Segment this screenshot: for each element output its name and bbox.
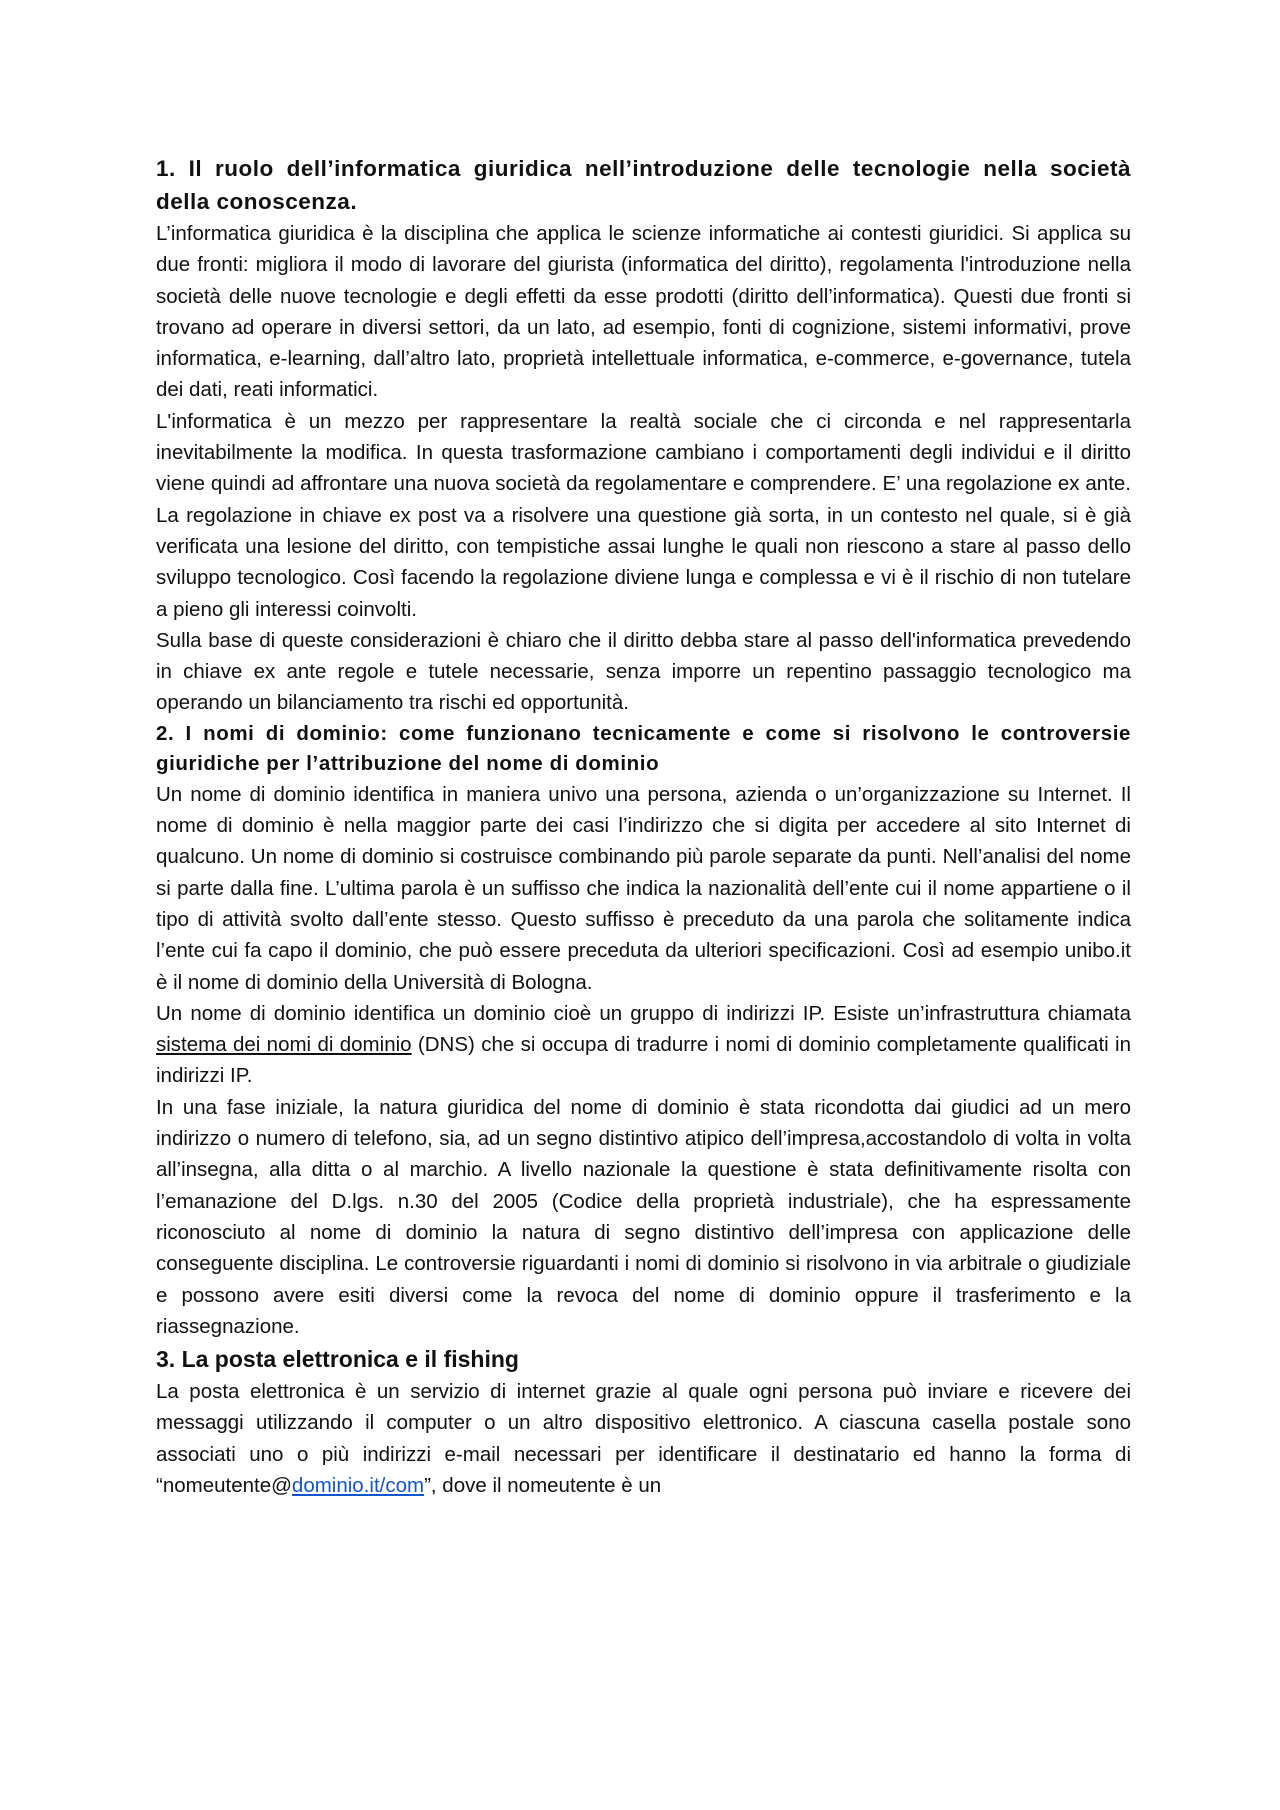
section-3-paragraph-1-text-b: ”, dove il nomeutente è un [424,1473,662,1497]
section-1-paragraph-3: Sulla base di queste considerazioni è chiaro che il diritto debba stare al passo dell'informatica prevedendo in chiave ex ante regole e tutele necessarie, senza imporre un repentino passaggio tecnologico ma operando un bilanciamento tra rischi ed opportunità. [156,628,1131,715]
section-2-paragraph-1: Un nome di dominio identifica in maniera univo una persona, azienda o un’organizzazione su Internet. Il nome di dominio è nella maggior parte dei casi l’indirizzo che si digita per accedere al sito Internet di qualcuno. Un nome di dominio si costruisce combinando più parole separate da punti. Nell’analisi del nome si parte dalla fine. L’ultima parola è un suffisso che indica la nazionalità dell’ente cui il nome appartiene o il tipo di attività svolto dall’ente stesso. Questo suffisso è preceduto da una parola che solitamente indica l’ente cui fa capo il dominio, che può essere preceduta da ulteriori specificazioni. Così ad esempio unibo.it è il nome di dominio della Università di Bologna. [156,782,1131,994]
section-2-paragraph-3: In una fase iniziale, la natura giuridica del nome di dominio è stata ricondotta dai giudici ad un mero indirizzo o numero di telefono, sia, ad un segno distintivo atipico dell’impresa,accostandolo di volta in volta all’insegna, alla ditta o al marchio. A livello nazionale la questione è stata definitivamente risolta con l’emanazione del D.lgs. n.30 del 2005 (Codice della proprietà industriale), che ha espressamente riconosciuto al nome di dominio la natura di segno distintivo dell’impresa con applicazione delle conseguente disciplina. Le controversie riguardanti i nomi di dominio si risolvono in via arbitrale o giudiziale e possono avere esiti diversi come la revoca del nome di dominio oppure il trasferimento e la riassegnazione. [156,1095,1131,1338]
section-3-paragraph-1 [156,1376,1131,1501]
section-1-paragraph-1: L’informatica giuridica è la disciplina che applica le scienze informatiche ai contesti giuridici. Si applica su due fronti: migliora il modo di lavorare del giurista (informatica del diritto), regolamenta l'introduzione nella società delle nuove tecnologie e degli effetti da esse prodotti (diritto dell’informatica). Questi due fronti si trovano ad operare in diversi settori, da un lato, ad esempio, fonti di cognizione, sistemi informativi, prove informatica, e-learning, dall’altro lato, proprietà intellettuale informatica, e-commerce, e-governance, tutela dei dati, reati informatici. [156,222,1131,402]
section-1-heading: 1. Il ruolo dell’informatica giuridica nell’introduzione delle tecnologie nella società della conoscenza. [156,156,1131,214]
domain-link[interactable]: dominio.it/com [291,1473,425,1497]
section-1-paragraph-2: L'informatica è un mezzo per rappresentare la realtà sociale che ci circonda e nel rappresentarla inevitabilmente la modifica. In questa trasformazione cambiano i comportamenti degli individui e il diritto viene quindi ad affrontare una nuova società da regolamentare e comprendere. E’ una regolazione ex ante. La regolazione in chiave ex post va a risolvere una questione già sorta, in un contesto nel quale, si è già verificata una lesione del diritto, con tempistiche assai lunghe le quali non riescono a stare al passo dello sviluppo tecnologico. Così facendo la regolazione diviene lunga e complessa e vi è il rischio di non tutelare a pieno gli interessi coinvolti. [156,409,1131,621]
section-2-heading: 2. I nomi di dominio: come funzionano tecnicamente e come si risolvono le controversie giuridiche per l’attribuzione del nome di dominio [156,721,1131,775]
document-page [156,152,1131,1501]
section-2-paragraph-2-text-b: (DNS) che si occupa di tradurre i nomi di dominio completamente qualificati in indirizzi IP. [156,1033,1132,1088]
section-2-paragraph-2-text-a: Un nome di dominio identifica un dominio cioè un gruppo di indirizzi IP. Esiste un’infrastruttura chiamata [156,1001,1131,1025]
dns-link[interactable]: sistema dei nomi di dominio [156,1033,412,1057]
section-2-paragraph-2 [156,998,1131,1092]
section-3-paragraph-1-text-a: La posta elettronica è un servizio di internet grazie al quale ogni persona può inviare e ricevere dei messaggi utilizzando il computer o un altro dispositivo elettronico. A ciascuna casella postale sono associati uno o più indirizzi e-mail necessari per identificare il destinatario ed hanno la forma di “nomeutente@ [156,1380,1131,1497]
section-3-heading: 3. La posta elettronica e il fishing [156,1346,519,1373]
